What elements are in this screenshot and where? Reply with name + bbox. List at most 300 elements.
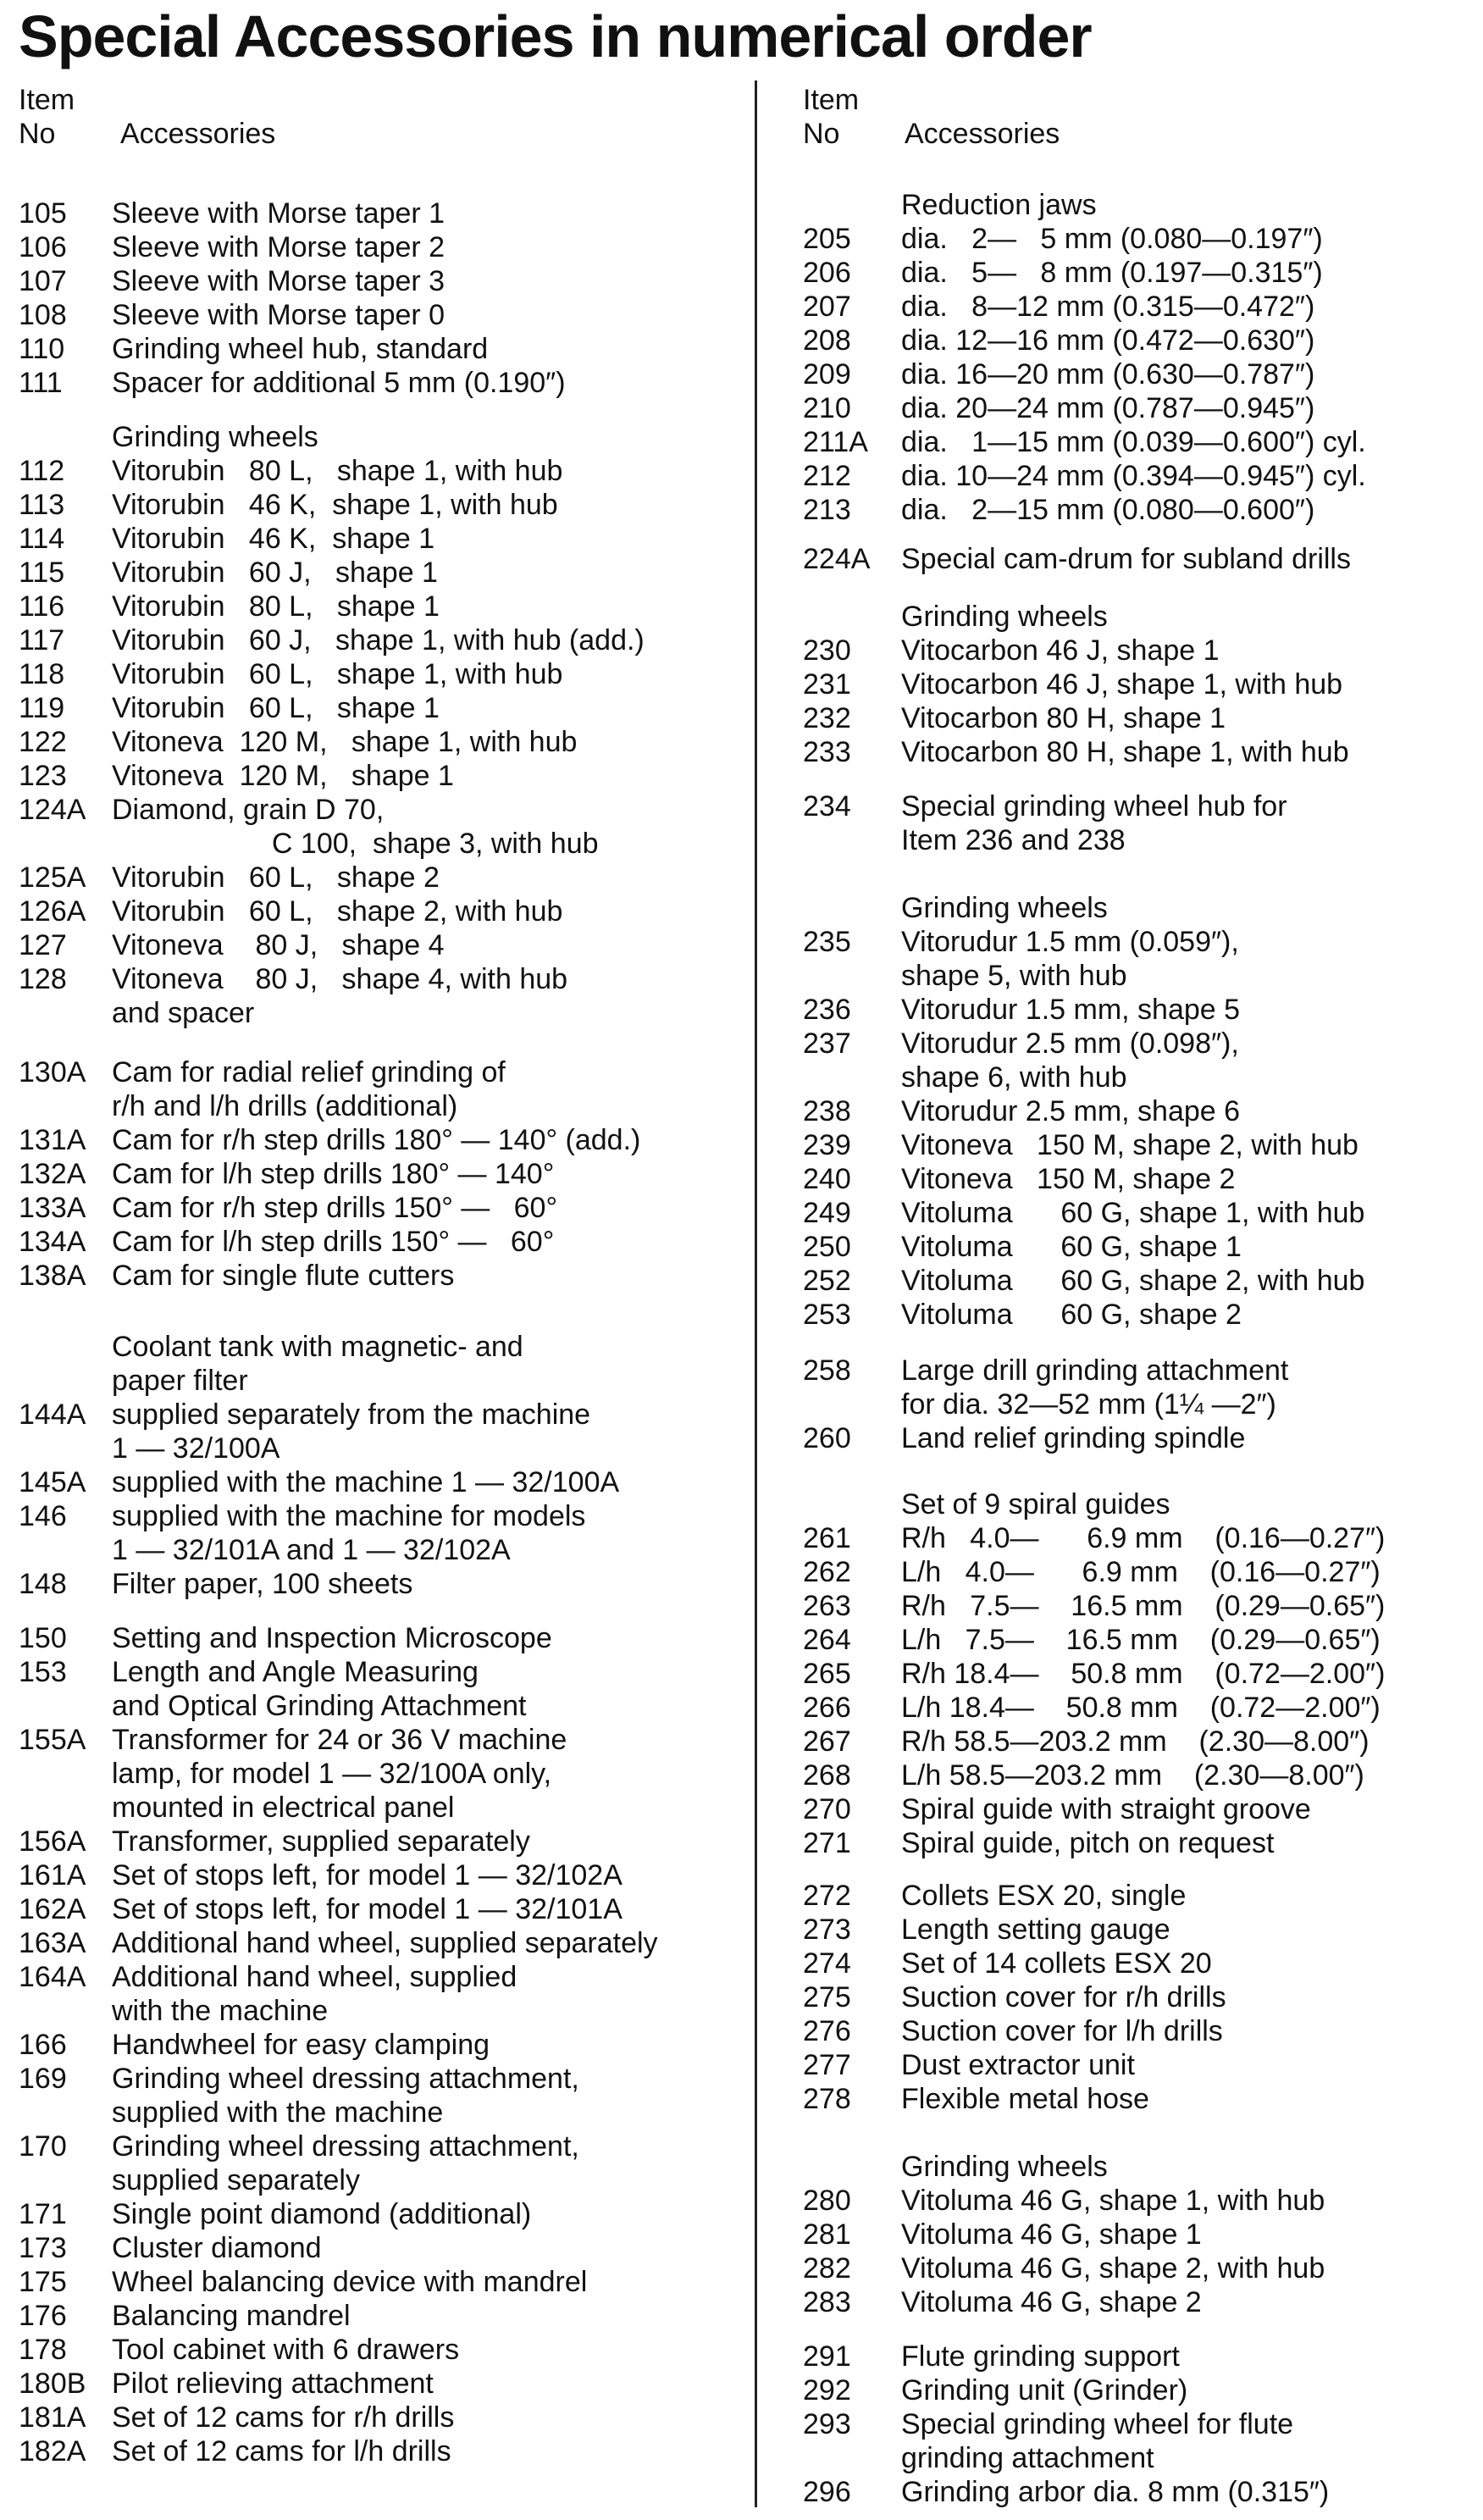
list-item bbox=[19, 861, 747, 894]
item-number: 276 bbox=[803, 2015, 851, 2047]
list-item bbox=[19, 2197, 747, 2231]
list-item bbox=[19, 2333, 747, 2367]
list-item bbox=[803, 1162, 1480, 1196]
item-description: supplied with the machine 1 — 32/100A bbox=[112, 1466, 620, 1498]
list-item bbox=[803, 542, 1480, 576]
item-number: 273 bbox=[803, 1914, 851, 1946]
item-description: r/h and l/h drills (additional) bbox=[112, 1090, 458, 1122]
item-number: 282 bbox=[803, 2252, 851, 2285]
item-number: 122 bbox=[19, 726, 67, 758]
item-number: 110 bbox=[19, 333, 65, 365]
item-number: 164A bbox=[19, 1961, 86, 1993]
item-description: dia. 1—15 mm (0.039—0.600″) cyl. bbox=[901, 426, 1366, 458]
item-description: Sleeve with Morse taper 2 bbox=[112, 231, 445, 263]
item-description: Flute grinding support bbox=[901, 2340, 1180, 2373]
list-item bbox=[803, 2251, 1480, 2285]
item-number: 130A bbox=[19, 1056, 86, 1088]
item-description: R/h 18.4— 50.8 mm (0.72—2.00″) bbox=[901, 1658, 1386, 1690]
list-item bbox=[19, 1157, 747, 1191]
item-number: 213 bbox=[803, 494, 851, 526]
item-description: dia. 20—24 mm (0.787—0.945″) bbox=[901, 392, 1315, 424]
section-heading-text: Set of 9 spiral guides bbox=[901, 1488, 1170, 1520]
item-number: 281 bbox=[803, 2218, 851, 2251]
item-description: R/h 7.5— 16.5 mm (0.29—0.65″) bbox=[901, 1590, 1386, 1622]
list-item bbox=[803, 993, 1480, 1027]
item-description: Set of 12 cams for l/h drills bbox=[112, 2435, 451, 2467]
list-item bbox=[19, 2028, 747, 2062]
item-no-header: Item bbox=[19, 84, 75, 116]
item-number: 249 bbox=[803, 1197, 851, 1229]
item-description: Cam for l/h step drills 180° — 140° bbox=[112, 1158, 555, 1190]
list-item bbox=[803, 2340, 1480, 2373]
item-description: Vitocarbon 46 J, shape 1, with hub bbox=[901, 668, 1343, 701]
list-item bbox=[19, 1398, 747, 1465]
item-number: 178 bbox=[19, 2334, 67, 2366]
item-no-header-2: No bbox=[19, 118, 56, 150]
item-description: Vitoluma 60 G, shape 2 bbox=[901, 1299, 1242, 1331]
item-number: 115 bbox=[19, 557, 65, 589]
list-item bbox=[803, 1691, 1480, 1725]
item-number: 128 bbox=[19, 963, 67, 995]
list-item bbox=[803, 2048, 1480, 2082]
list-item bbox=[803, 1623, 1480, 1657]
section-heading-text: Grinding wheels bbox=[901, 892, 1108, 924]
item-number: 181A bbox=[19, 2401, 86, 2434]
item-description: Sleeve with Morse taper 3 bbox=[112, 265, 445, 297]
section-heading-text: Grinding wheels bbox=[901, 601, 1108, 633]
section-heading-text: Coolant tank with magnetic- and bbox=[112, 1331, 523, 1363]
item-description: Vitorubin 60 J, shape 1 bbox=[112, 557, 438, 589]
item-description: Vitoluma 60 G, shape 1 bbox=[901, 1231, 1242, 1263]
list-item bbox=[19, 264, 747, 298]
list-item bbox=[803, 701, 1480, 735]
list-item bbox=[803, 2184, 1480, 2218]
item-description: Set of stops left, for model 1 — 32/101A bbox=[112, 1893, 623, 1925]
item-number: 125A bbox=[19, 861, 86, 894]
section-heading bbox=[803, 891, 1480, 925]
item-description: Vitoluma 60 G, shape 1, with hub bbox=[901, 1197, 1365, 1229]
item-number: 166 bbox=[19, 2029, 67, 2061]
list-item bbox=[803, 1758, 1480, 1792]
item-number: 175 bbox=[19, 2266, 67, 2298]
item-description: lamp, for model 1 — 32/100A only, bbox=[112, 1758, 552, 1790]
item-description: Vitorubin 60 J, shape 1, with hub (add.) bbox=[112, 624, 645, 656]
item-number: 253 bbox=[803, 1299, 851, 1331]
item-description: Special cam-drum for subland drills bbox=[901, 543, 1351, 575]
item-description: Tool cabinet with 6 drawers bbox=[112, 2334, 460, 2366]
list-item bbox=[19, 2231, 747, 2265]
item-description: Cam for radial relief grinding of bbox=[112, 1056, 506, 1088]
item-number: 275 bbox=[803, 1981, 851, 2013]
page-title: Special Accessories in numerical order bbox=[19, 3, 1092, 69]
item-number: 119 bbox=[19, 692, 65, 724]
item-number: 258 bbox=[803, 1354, 851, 1387]
list-item bbox=[19, 230, 747, 264]
item-number: 262 bbox=[803, 1556, 851, 1588]
item-number: 148 bbox=[19, 1568, 67, 1600]
item-number: 232 bbox=[803, 702, 851, 734]
item-description: Set of stops left, for model 1 — 32/102A bbox=[112, 1859, 623, 1891]
item-number: 209 bbox=[803, 358, 851, 390]
item-description: Single point diamond (additional) bbox=[112, 2198, 532, 2230]
item-number: 280 bbox=[803, 2185, 851, 2217]
section-heading-text: Grinding wheels bbox=[112, 421, 318, 453]
list-item bbox=[803, 789, 1480, 857]
item-description: Vitoluma 46 G, shape 2, with hub bbox=[901, 2252, 1325, 2285]
list-item bbox=[803, 1354, 1480, 1421]
item-description: Vitoneva 120 M, shape 1, with hub bbox=[112, 726, 578, 758]
item-number: 182A bbox=[19, 2435, 86, 2467]
item-description: Vitoneva 80 J, shape 4, with hub bbox=[112, 963, 568, 995]
list-item bbox=[803, 425, 1480, 459]
list-item bbox=[19, 1723, 747, 1825]
item-description: Spacer for additional 5 mm (0.190″) bbox=[112, 367, 566, 399]
item-no-header: Item bbox=[803, 84, 860, 116]
item-description: 1 — 32/100A bbox=[112, 1432, 280, 1465]
item-description: dia. 2— 5 mm (0.080—0.197″) bbox=[901, 223, 1323, 255]
item-description: Vitorubin 60 L, shape 1, with hub bbox=[112, 658, 563, 690]
list-item bbox=[19, 454, 747, 488]
item-description: Vitorudur 1.5 mm (0.059″), bbox=[901, 926, 1239, 958]
item-number: 176 bbox=[19, 2300, 67, 2332]
item-number: 205 bbox=[803, 223, 851, 255]
item-description: L/h 4.0— 6.9 mm (0.16—0.27″) bbox=[901, 1556, 1381, 1588]
list-item bbox=[803, 1555, 1480, 1589]
item-number: 260 bbox=[803, 1422, 851, 1454]
list-item bbox=[803, 2285, 1480, 2319]
list-item bbox=[803, 925, 1480, 993]
item-description: dia. 10—24 mm (0.394—0.945″) cyl. bbox=[901, 460, 1366, 492]
item-number: 133A bbox=[19, 1192, 86, 1224]
item-number: 156A bbox=[19, 1825, 86, 1858]
item-number: 274 bbox=[803, 1947, 851, 1980]
list-item bbox=[19, 928, 747, 962]
item-number: 261 bbox=[803, 1522, 851, 1554]
list-item bbox=[19, 2434, 747, 2468]
item-number: 210 bbox=[803, 392, 851, 424]
item-description: Vitoluma 46 G, shape 1, with hub bbox=[901, 2185, 1325, 2217]
item-description: Vitorubin 60 L, shape 1 bbox=[112, 692, 440, 724]
item-description: shape 5, with hub bbox=[901, 960, 1127, 992]
item-description: Special grinding wheel hub for bbox=[901, 790, 1287, 822]
list-item bbox=[19, 759, 747, 793]
list-item bbox=[19, 623, 747, 657]
list-item bbox=[803, 1027, 1480, 1094]
item-description: Spiral guide with straight groove bbox=[901, 1793, 1311, 1825]
item-description: with the machine bbox=[112, 1995, 329, 2027]
list-item bbox=[803, 1264, 1480, 1298]
item-description: Suction cover for r/h drills bbox=[901, 1981, 1226, 2013]
item-number: 163A bbox=[19, 1927, 86, 1959]
item-description: for dia. 32—52 mm (1¼ —2″) bbox=[901, 1388, 1276, 1421]
item-number: 173 bbox=[19, 2232, 67, 2264]
list-item bbox=[19, 1191, 747, 1225]
item-description: Additional hand wheel, supplied bbox=[112, 1961, 517, 1993]
item-number: 150 bbox=[19, 1622, 67, 1654]
item-description: C 100, shape 3, with hub bbox=[112, 828, 599, 860]
item-description: Length and Angle Measuring bbox=[112, 1656, 479, 1688]
item-description: and Optical Grinding Attachment bbox=[112, 1690, 527, 1722]
accessories-header: Accessories bbox=[905, 118, 1060, 150]
item-number: 169 bbox=[19, 2063, 67, 2095]
item-number: 132A bbox=[19, 1158, 86, 1190]
item-number: 264 bbox=[803, 1624, 851, 1656]
list-item bbox=[803, 634, 1480, 667]
item-description: dia. 12—16 mm (0.472—0.630″) bbox=[901, 324, 1315, 357]
item-description: Vitorudur 2.5 mm (0.098″), bbox=[901, 1027, 1239, 1060]
item-description: mounted in electrical panel bbox=[112, 1792, 455, 1824]
item-description: and spacer bbox=[112, 997, 255, 1029]
section-heading-text: Grinding wheels bbox=[901, 2151, 1108, 2183]
item-number: 171 bbox=[19, 2198, 67, 2230]
list-item bbox=[19, 2130, 747, 2197]
list-item bbox=[19, 1858, 747, 1892]
item-description: Vitoneva 150 M, shape 2, with hub bbox=[901, 1129, 1358, 1161]
list-item bbox=[19, 1960, 747, 2028]
item-description: Set of 12 cams for r/h drills bbox=[112, 2401, 455, 2434]
item-description: Vitoluma 46 G, shape 2 bbox=[901, 2286, 1202, 2318]
item-number: 206 bbox=[803, 257, 851, 289]
column-divider bbox=[755, 80, 757, 2507]
item-description: Vitocarbon 80 H, shape 1 bbox=[901, 702, 1226, 734]
item-description: Transformer, supplied separately bbox=[112, 1825, 530, 1858]
item-number: 180B bbox=[19, 2368, 86, 2400]
list-item bbox=[803, 1657, 1480, 1691]
list-item bbox=[803, 1094, 1480, 1128]
list-item bbox=[19, 1655, 747, 1723]
item-number: 155A bbox=[19, 1724, 86, 1756]
item-number: 146 bbox=[19, 1500, 67, 1532]
item-number: 235 bbox=[803, 926, 851, 958]
item-number: 271 bbox=[803, 1827, 851, 1859]
list-item bbox=[803, 391, 1480, 425]
list-item bbox=[803, 1879, 1480, 1913]
list-item bbox=[19, 962, 747, 1030]
section-heading bbox=[803, 600, 1480, 634]
item-number: 123 bbox=[19, 760, 67, 792]
list-item bbox=[19, 298, 747, 332]
item-number: 234 bbox=[803, 790, 851, 822]
item-description: shape 6, with hub bbox=[901, 1061, 1127, 1094]
list-item bbox=[803, 667, 1480, 701]
item-description: dia. 5— 8 mm (0.197—0.315″) bbox=[901, 257, 1323, 289]
item-description: Grinding unit (Grinder) bbox=[901, 2374, 1188, 2406]
item-description: 1 — 32/101A and 1 — 32/102A bbox=[112, 1534, 511, 1566]
list-item bbox=[19, 197, 747, 230]
list-item bbox=[19, 522, 747, 556]
item-number: 108 bbox=[19, 299, 67, 331]
item-number: 236 bbox=[803, 994, 851, 1026]
item-description: L/h 58.5—203.2 mm (2.30—8.00″) bbox=[901, 1759, 1364, 1792]
item-description: Setting and Inspection Microscope bbox=[112, 1622, 552, 1654]
list-item bbox=[19, 657, 747, 691]
item-number: 237 bbox=[803, 1027, 851, 1060]
item-description: Grinding wheel dressing attachment, bbox=[112, 2130, 579, 2163]
list-item bbox=[19, 366, 747, 400]
item-description: supplied separately bbox=[112, 2164, 360, 2196]
item-number: 161A bbox=[19, 1859, 86, 1891]
list-item bbox=[803, 1521, 1480, 1555]
item-number: 124A bbox=[19, 794, 86, 826]
item-description: dia. 8—12 mm (0.315—0.472″) bbox=[901, 291, 1315, 323]
list-item bbox=[19, 2062, 747, 2130]
list-item bbox=[803, 493, 1480, 527]
item-description: Vitoluma 60 G, shape 2, with hub bbox=[901, 1265, 1365, 1297]
item-number: 296 bbox=[803, 2476, 851, 2508]
item-description: Grinding wheel hub, standard bbox=[112, 333, 489, 365]
item-description: Special grinding wheel for flute bbox=[901, 2408, 1294, 2440]
left-column-header bbox=[19, 83, 276, 159]
item-description: Vitoluma 46 G, shape 1 bbox=[901, 2218, 1202, 2251]
item-number: 170 bbox=[19, 2130, 67, 2163]
list-item bbox=[803, 1589, 1480, 1623]
list-item bbox=[803, 1230, 1480, 1264]
item-number: 292 bbox=[803, 2374, 851, 2406]
item-description: supplied separately from the machine bbox=[112, 1398, 591, 1431]
list-item bbox=[803, 1792, 1480, 1826]
list-item bbox=[19, 2367, 747, 2401]
item-number: 268 bbox=[803, 1759, 851, 1792]
section-heading bbox=[19, 1330, 747, 1398]
list-item bbox=[803, 1913, 1480, 1947]
item-description: supplied with the machine for models bbox=[112, 1500, 586, 1532]
section-heading bbox=[803, 2150, 1480, 2184]
item-number: 238 bbox=[803, 1095, 851, 1127]
item-description: Sleeve with Morse taper 1 bbox=[112, 197, 445, 230]
list-item bbox=[803, 290, 1480, 324]
list-item bbox=[19, 691, 747, 725]
item-number: 207 bbox=[803, 291, 851, 323]
item-number: 283 bbox=[803, 2286, 851, 2318]
list-item bbox=[803, 2082, 1480, 2116]
item-number: 106 bbox=[19, 231, 67, 263]
item-number: 291 bbox=[803, 2340, 851, 2373]
list-item bbox=[19, 332, 747, 366]
item-description: R/h 4.0— 6.9 mm (0.16—0.27″) bbox=[901, 1522, 1386, 1554]
item-description: supplied with the machine bbox=[112, 2096, 444, 2129]
list-item bbox=[19, 1926, 747, 1960]
item-description: Vitorubin 46 K, shape 1 bbox=[112, 523, 435, 555]
item-description: Cluster diamond bbox=[112, 2232, 322, 2264]
item-number: 153 bbox=[19, 1656, 67, 1688]
list-item bbox=[803, 1421, 1480, 1455]
item-number: 270 bbox=[803, 1793, 851, 1825]
item-number: 231 bbox=[803, 668, 851, 701]
item-number: 114 bbox=[19, 523, 65, 555]
item-description: Grinding arbor dia. 8 mm (0.315″) bbox=[901, 2476, 1330, 2508]
item-description: Filter paper, 100 sheets bbox=[112, 1568, 413, 1600]
item-number: 278 bbox=[803, 2083, 851, 2115]
list-item bbox=[19, 894, 747, 928]
item-number: 208 bbox=[803, 324, 851, 357]
item-description: Diamond, grain D 70, bbox=[112, 794, 385, 826]
item-description: Additional hand wheel, supplied separately bbox=[112, 1927, 658, 1959]
item-number: 211A bbox=[803, 426, 868, 458]
item-description: dia. 2—15 mm (0.080—0.600″) bbox=[901, 494, 1315, 526]
item-description: Transformer for 24 or 36 V machine bbox=[112, 1724, 567, 1756]
item-number: 126A bbox=[19, 895, 86, 928]
item-number: 116 bbox=[19, 590, 65, 623]
item-number: 233 bbox=[803, 736, 851, 768]
list-item bbox=[803, 1826, 1480, 1860]
item-description: Large drill grinding attachment bbox=[901, 1354, 1289, 1387]
list-item bbox=[803, 2014, 1480, 2048]
item-description: Vitorubin 80 L, shape 1, with hub bbox=[112, 455, 563, 487]
item-number: 162A bbox=[19, 1893, 86, 1925]
list-item bbox=[19, 1225, 747, 1259]
item-description: Vitorudur 1.5 mm, shape 5 bbox=[901, 994, 1241, 1026]
item-number: 265 bbox=[803, 1658, 851, 1690]
item-description: R/h 58.5—203.2 mm (2.30—8.00″) bbox=[901, 1725, 1370, 1758]
item-number: 138A bbox=[19, 1260, 86, 1292]
list-item bbox=[19, 2401, 747, 2434]
list-item bbox=[803, 1725, 1480, 1758]
item-description: Vitorubin 80 L, shape 1 bbox=[112, 590, 440, 623]
item-number: 250 bbox=[803, 1231, 851, 1263]
item-description: Vitocarbon 46 J, shape 1 bbox=[901, 634, 1220, 667]
item-description: Sleeve with Morse taper 0 bbox=[112, 299, 445, 331]
list-item bbox=[19, 590, 747, 623]
item-description: Set of 14 collets ESX 20 bbox=[901, 1947, 1212, 1980]
right-column-header bbox=[803, 83, 1060, 159]
item-description: dia. 16—20 mm (0.630—0.787″) bbox=[901, 358, 1315, 390]
item-number: 112 bbox=[19, 455, 65, 487]
item-number: 240 bbox=[803, 1163, 851, 1195]
item-description: Vitoneva 80 J, shape 4 bbox=[112, 929, 445, 961]
item-description: L/h 18.4— 50.8 mm (0.72—2.00″) bbox=[901, 1692, 1381, 1724]
section-heading bbox=[803, 1487, 1480, 1521]
item-description: Pilot relieving attachment bbox=[112, 2368, 434, 2400]
item-number: 239 bbox=[803, 1129, 851, 1161]
item-number: 263 bbox=[803, 1590, 851, 1622]
item-number: 111 bbox=[19, 367, 63, 399]
list-item bbox=[803, 222, 1480, 256]
item-description: Vitorubin 60 L, shape 2 bbox=[112, 861, 440, 894]
item-description: Balancing mandrel bbox=[112, 2300, 351, 2332]
item-description: Land relief grinding spindle bbox=[901, 1422, 1246, 1454]
item-description: Wheel balancing device with mandrel bbox=[112, 2266, 588, 2298]
item-no-header-2: No bbox=[803, 118, 840, 150]
item-number: 212 bbox=[803, 460, 851, 492]
list-item bbox=[803, 735, 1480, 769]
list-item bbox=[803, 1947, 1480, 1980]
item-number: 131A bbox=[19, 1124, 86, 1156]
list-item bbox=[803, 1128, 1480, 1162]
section-heading bbox=[19, 420, 747, 454]
item-description: Collets ESX 20, single bbox=[901, 1880, 1187, 1912]
item-number: 293 bbox=[803, 2408, 851, 2440]
item-description: Vitorubin 46 K, shape 1, with hub bbox=[112, 489, 558, 521]
list-item bbox=[19, 2299, 747, 2333]
item-description: Suction cover for l/h drills bbox=[901, 2015, 1223, 2047]
list-item bbox=[19, 1892, 747, 1926]
list-item bbox=[19, 1621, 747, 1655]
item-description: Vitocarbon 80 H, shape 1, with hub bbox=[901, 736, 1349, 768]
item-number: 113 bbox=[19, 489, 65, 521]
item-description: L/h 7.5— 16.5 mm (0.29—0.65″) bbox=[901, 1624, 1381, 1656]
item-description: Length setting gauge bbox=[901, 1914, 1170, 1946]
item-description: Vitoneva 120 M, shape 1 bbox=[112, 760, 454, 792]
item-description: Cam for l/h step drills 150° — 60° bbox=[112, 1226, 555, 1258]
item-number: 266 bbox=[803, 1692, 851, 1724]
list-item bbox=[803, 256, 1480, 290]
section-heading-text: paper filter bbox=[112, 1365, 248, 1397]
list-item bbox=[19, 793, 747, 861]
list-item bbox=[19, 1499, 747, 1567]
item-number: 252 bbox=[803, 1265, 851, 1297]
item-number: 105 bbox=[19, 197, 67, 230]
list-item bbox=[19, 1465, 747, 1499]
